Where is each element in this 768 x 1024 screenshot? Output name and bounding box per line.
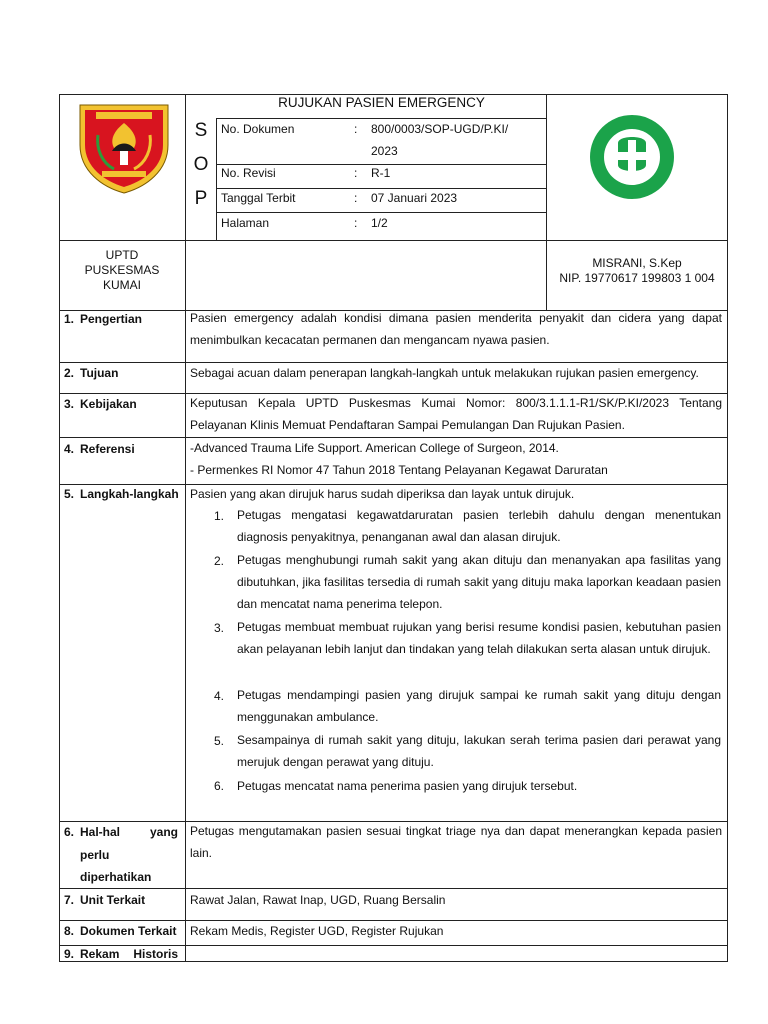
- step-number: 1.: [213, 509, 224, 523]
- section-number: 9.: [64, 947, 75, 961]
- section-label-pengertian: Pengertian: [80, 312, 143, 326]
- field-label-no-revisi: No. Revisi: [221, 166, 276, 180]
- section-label-unit-terkait: Unit Terkait: [80, 893, 146, 907]
- step-number: 6.: [213, 779, 224, 793]
- field-colon: :: [354, 122, 358, 136]
- field-colon: :: [354, 166, 358, 180]
- section-label-referensi: Referensi: [80, 442, 135, 456]
- section-label-historis: Historis: [133, 947, 178, 961]
- list-item: Petugas menghubungi rumah sakit yang akan dituju dan menanyakan apa fasilitas yang dibutuhkan, jika fasilitas tersedia di rumah sakit yang dituju maka laporkan keadaan pasien dan mencatat nama penerima telepon.: [237, 553, 721, 611]
- list-item: Sesampainya di rumah sakit yang dituju, lakukan serah terima pasien dari perawat yang merujuk dengan perawat yang dituju.: [237, 733, 721, 769]
- section-text-referensi-2: - Permenkes RI Nomor 47 Tahun 2018 Tentang Pelayanan Kegawat Daruratan: [190, 463, 608, 477]
- list-item: Petugas mendampingi pasien yang dirujuk sampai ke rumah sakit yang dituju dengan menggunakan ambulance.: [237, 688, 721, 724]
- section-text-tujuan: Sebagai acuan dalam penerapan langkah-langkah untuk melakukan rujukan pasien emergency.: [190, 366, 699, 380]
- org-line-kumai: KUMAI: [102, 278, 141, 292]
- field-label-tanggal-terbit: Tanggal Terbit: [221, 191, 296, 205]
- section-label-kebijakan: Kebijakan: [80, 397, 137, 411]
- section-label-perlu: perlu: [80, 848, 110, 862]
- field-label-no-dokumen: No. Dokumen: [221, 122, 295, 136]
- row-line: [216, 164, 547, 165]
- field-value-no-dokumen-year: 2023: [371, 144, 398, 158]
- section-number: 6.: [64, 825, 75, 839]
- step-number: 4.: [213, 689, 224, 703]
- section-number: 7.: [64, 893, 75, 907]
- row-line: [59, 945, 728, 946]
- org-line-uptd: UPTD: [105, 248, 139, 262]
- signer-name: MISRANI, S.Kep: [592, 256, 682, 270]
- section-text-halhal: Petugas mengutamakan pasien sesuai tingkat triage nya dan dapat menerangkan kepada pasien lain.: [190, 824, 722, 860]
- section-text-referensi-1: -Advanced Trauma Life Support. American College of Surgeon, 2014.: [190, 441, 559, 455]
- org-line-puskesmas: PUSKESMAS: [84, 263, 160, 277]
- table-border-right: [727, 94, 728, 962]
- section-number: 4.: [64, 442, 75, 456]
- section-label-yang: yang: [149, 825, 178, 839]
- row-line: [59, 484, 728, 485]
- field-colon: :: [354, 191, 358, 205]
- title-underline: [216, 118, 547, 119]
- step-number: 5.: [213, 734, 224, 748]
- section-text-dokumen-terkait: Rekam Medis, Register UGD, Register Rujukan: [190, 924, 444, 938]
- signer-nip: NIP. 19770617 199803 1 004: [559, 271, 715, 285]
- list-item: Petugas mengatasi kegawatdaruratan pasien terlebih dahulu dengan menentukan diagnosis penyakitnya, penanganan awal dan alasan dirujuk.: [237, 508, 721, 544]
- row-line: [216, 212, 547, 213]
- section-number: 5.: [64, 487, 75, 501]
- field-value-tanggal-terbit: 07 Januari 2023: [371, 191, 458, 205]
- sop-letter-o: O: [193, 154, 209, 175]
- document-title: RUJUKAN PASIEN EMERGENCY: [278, 95, 485, 110]
- step-number: 2.: [213, 554, 224, 568]
- sop-letter-p: P: [194, 188, 208, 209]
- table-border-left: [59, 94, 60, 962]
- section-number: 3.: [64, 397, 75, 411]
- section-text-unit-terkait: Rawat Jalan, Rawat Inap, UGD, Ruang Bersalin: [190, 893, 446, 907]
- puskesmas-logo: [588, 113, 676, 201]
- row-line: [59, 240, 728, 241]
- section-label-diperhatikan: diperhatikan: [80, 870, 152, 884]
- sop-divider: [216, 118, 217, 240]
- sop-letter-s: S: [194, 120, 208, 141]
- section-label-langkah: Langkah-langkah: [80, 487, 179, 501]
- row-line: [59, 920, 728, 921]
- section-text-langkah-intro: Pasien yang akan dirujuk harus sudah diperiksa dan layak untuk dirujuk.: [190, 487, 575, 501]
- field-value-no-revisi: R-1: [371, 166, 391, 180]
- row-line: [59, 362, 728, 363]
- regency-shield-logo: [76, 101, 172, 195]
- section-label-tujuan: Tujuan: [80, 366, 119, 380]
- field-colon: :: [354, 216, 358, 230]
- section-number: 1.: [64, 312, 75, 326]
- section-label-dokumen-terkait: Dokumen Terkait: [80, 924, 177, 938]
- field-value-no-dokumen: 800/0003/SOP-UGD/P.KI/: [371, 122, 509, 136]
- section-number: 8.: [64, 924, 75, 938]
- row-line: [216, 188, 547, 189]
- field-label-halaman: Halaman: [221, 216, 270, 230]
- column-divider: [185, 94, 186, 962]
- step-number: 3.: [213, 621, 224, 635]
- section-label-halhal: Hal-hal: [80, 825, 121, 839]
- section-number: 2.: [64, 366, 75, 380]
- section-text-pengertian: Pasien emergency adalah kondisi dimana pasien menderita penyakit dan cidera yang dapat menimbulkan kecacatan permanen dan mengancam nyawa pasien.: [190, 311, 722, 347]
- row-line: [59, 437, 728, 438]
- section-label-rekam: Rekam: [80, 947, 120, 961]
- section-text-kebijakan: Keputusan Kepala UPTD Puskesmas Kumai Nomor: 800/3.1.1.1-R1/SK/P.KI/2023 Tentang Pelayanan Klinis Memuat Pendaftaran Sampai Pemulangan Dan Rujukan Pasien.: [190, 396, 722, 432]
- list-item: Petugas mencatat nama penerima pasien yang dirujuk tersebut.: [237, 779, 578, 793]
- field-value-halaman: 1/2: [371, 216, 388, 230]
- list-item: Petugas membuat membuat rujukan yang berisi resume kondisi pasien, kebutuhan pasien akan pelayanan lebih lanjut dan tindakan yang telah dilakukan serta alasan untuk dirujuk.: [237, 620, 721, 656]
- row-line: [59, 888, 728, 889]
